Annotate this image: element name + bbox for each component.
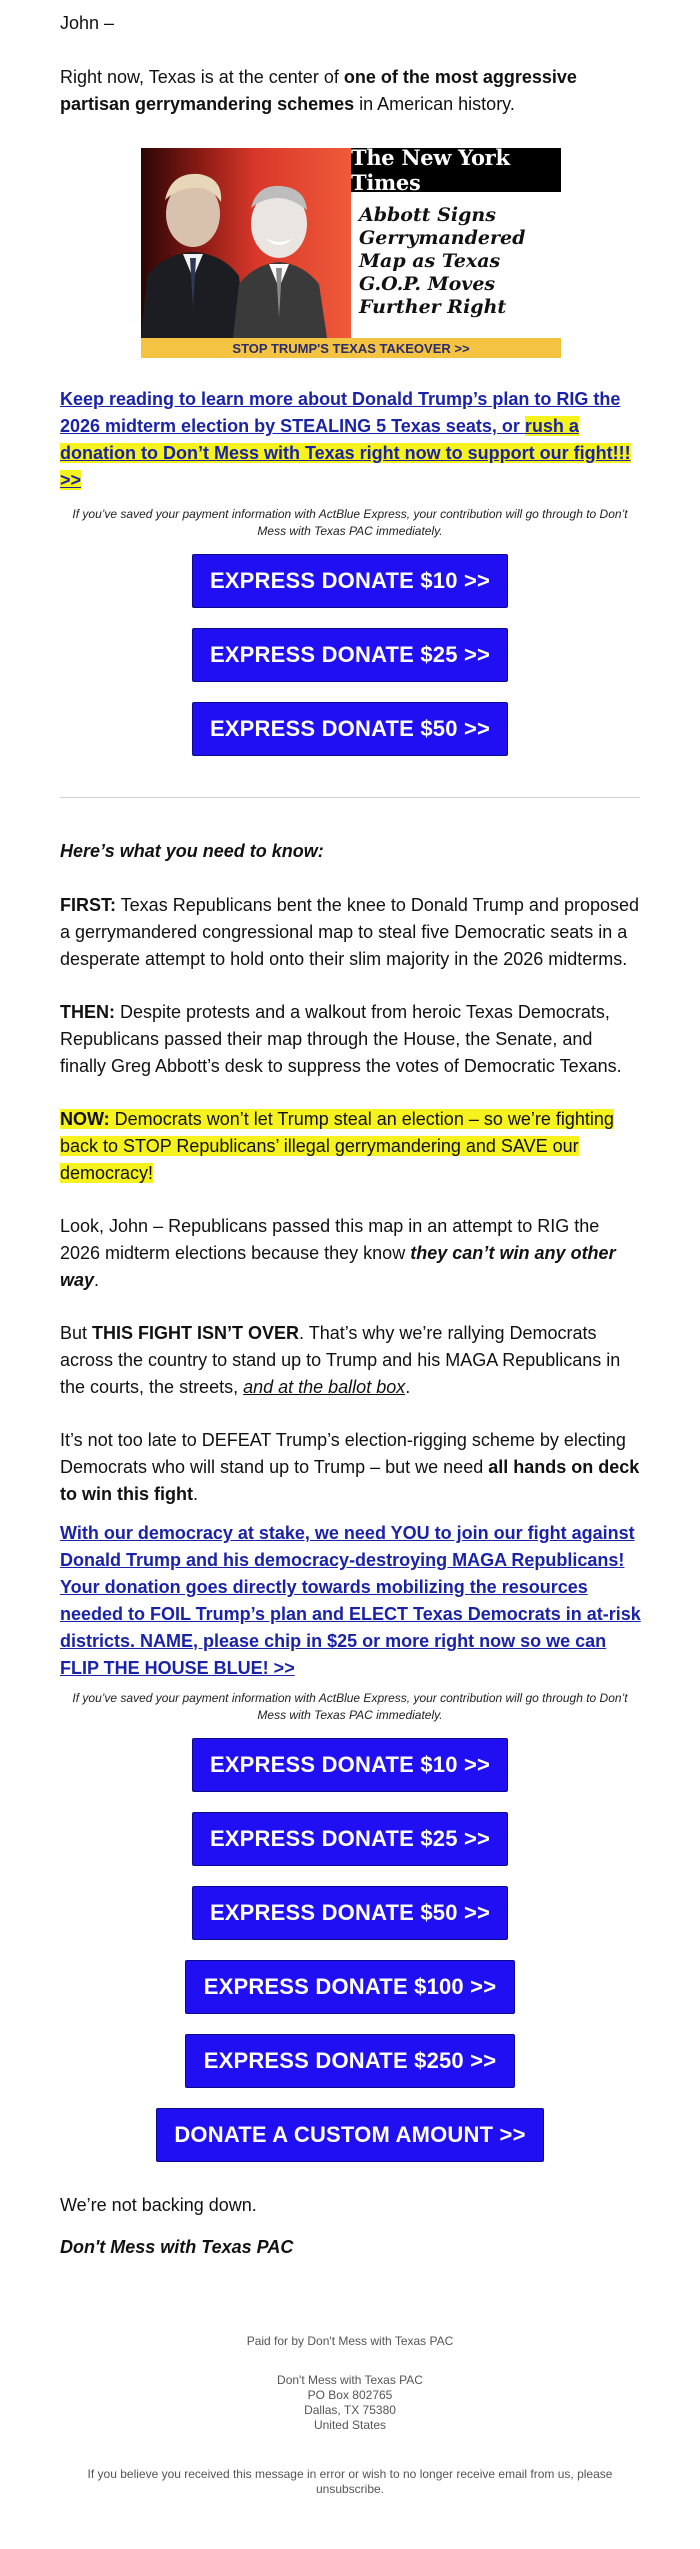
express-donate-50-button-bottom[interactable]: EXPRESS DONATE $50 >> [192,1886,508,1940]
intro-text-end: in American history. [354,94,515,114]
late-text: It’s not too late to DEFEAT Trump’s election-rigging scheme by electing Democrats who will stand up to Trump – but we need [60,1430,626,1477]
unsubscribe-notice[interactable]: If you believe you received this message in error or wish to no longer receive email from us, please unsubscribe. [87,2467,613,2496]
address-line-org: Don't Mess with Texas PAC [277,2373,423,2387]
express-donate-50-button[interactable]: EXPRESS DONATE $50 >> [192,702,508,756]
nyt-masthead: The New York Times [351,148,561,192]
address-line-city: Dallas, TX 75380 [304,2403,396,2417]
now-text: Democrats won’t let Trump steal an election – so we’re fighting back to STOP Republicans’ illegal gerrymandering and SAVE our democracy! [60,1109,614,1183]
express-donate-250-button[interactable]: EXPRESS DONATE $250 >> [185,2034,515,2088]
cta-link-top[interactable] [60,386,640,494]
cta-link-bottom[interactable] [60,1520,645,1682]
know-heading: Here’s what you need to know: [60,841,324,861]
look-end: . [94,1270,100,1290]
mailing-address [0,2373,700,2433]
then-label: THEN: [60,1002,115,1022]
then-text: Despite protests and a walkout from heroic Texas Democrats, Republicans passed their map through the House, the Senate, and finally Greg Abbott’s desk to suppress the votes of Democratic Texans. [60,1002,622,1076]
signature: Don't Mess with Texas PAC [60,2237,294,2257]
fight-text: But [60,1323,93,1343]
first-label: FIRST: [60,895,116,915]
intro-text: Right now, Texas is at the center of [60,67,344,87]
cta-link-text[interactable]: Keep reading to learn more about Donald Trump’s plan to RIG the 2026 midterm election by STEALING 5 Texas seats, or [60,389,621,436]
intro-paragraph [60,64,620,118]
fight-emphasis: and at the ballot box [243,1377,406,1397]
address-line-box: PO Box 802765 [307,2388,393,2402]
photo-illustration [141,148,351,338]
politicians-photo [141,148,351,338]
look-paragraph [60,1213,620,1294]
first-paragraph [60,892,640,973]
address-line-country: United States [313,2418,387,2432]
late-end: . [192,1484,198,1504]
look-emphasis: they can’t win any other way [60,1243,616,1290]
nyt-headline: Abbott Signs Gerrymandered Map as Texas G.O.P. Moves Further Right [359,204,526,318]
fight-text-mid: . That’s why we’re rallying Democrats across the country to stand up to Trump and his MAGA Republicans in the courts, the streets, [60,1323,621,1397]
fight-paragraph [60,1320,640,1401]
section-divider [60,797,640,798]
actblue-note-bottom: If you’ve saved your payment information with ActBlue Express, your contribution will go through to Don’t Mess with Texas PAC immediately. [72,1691,628,1722]
nyt-banner-image[interactable] [141,148,561,358]
donate-custom-amount-button[interactable]: DONATE A CUSTOM AMOUNT >> [156,2108,544,2162]
cta-link-bottom-text[interactable]: With our democracy at stake, we need YOU to join our fight against Donald Trump and his democracy-destroying MAGA Republicans! Your donation goes directly towards mobilizing the resources needed to FOIL Trump’s plan and ELECT Texas Democrats in at-risk districts. NAME, please chip in $25 or more right now so we can FLIP THE HOUSE BLUE! >> [60,1523,641,1678]
now-paragraph [60,1106,620,1187]
fight-bold: THIS FIGHT ISN’T OVER [92,1323,300,1343]
look-text: Look, John – Republicans passed this map in an attempt to RIG the 2026 midterm elections because they know [60,1216,600,1263]
intro-bold: one of the most aggressive partisan gerrymandering schemes [60,67,577,114]
banner-cta-strip: STOP TRUMP'S TEXAS TAKEOVER >> [141,338,561,358]
express-donate-10-button[interactable]: EXPRESS DONATE $10 >> [192,554,508,608]
express-donate-10-button-bottom[interactable]: EXPRESS DONATE $10 >> [192,1738,508,1792]
late-bold: all hands on deck to win this fight [60,1457,640,1504]
now-label: NOW: [60,1109,110,1129]
express-donate-25-button-bottom[interactable]: EXPRESS DONATE $25 >> [192,1812,508,1866]
late-paragraph [60,1427,645,1508]
then-paragraph [60,999,640,1080]
cta-link-highlighted[interactable]: rush a donation to Don’t Mess with Texas right now to support our fight!!! >> [60,416,631,490]
closing-line: We’re not backing down. [60,2195,257,2215]
paid-for-disclaimer: Paid for by Don't Mess with Texas PAC [246,2334,454,2348]
first-text: Texas Republicans bent the knee to Donald Trump and proposed a gerrymandered congressional map to steal five Democratic seats in a desperate attempt to hold onto their slim majority in the 2026 midterms. [60,895,640,969]
nyt-headline-panel [351,148,561,338]
greeting: John – [60,13,115,33]
fight-end: . [405,1377,411,1397]
express-donate-25-button[interactable]: EXPRESS DONATE $25 >> [192,628,508,682]
actblue-note-top: If you’ve saved your payment information with ActBlue Express, your contribution will go through to Don’t Mess with Texas PAC immediately. [72,507,628,538]
express-donate-100-button[interactable]: EXPRESS DONATE $100 >> [185,1960,515,2014]
